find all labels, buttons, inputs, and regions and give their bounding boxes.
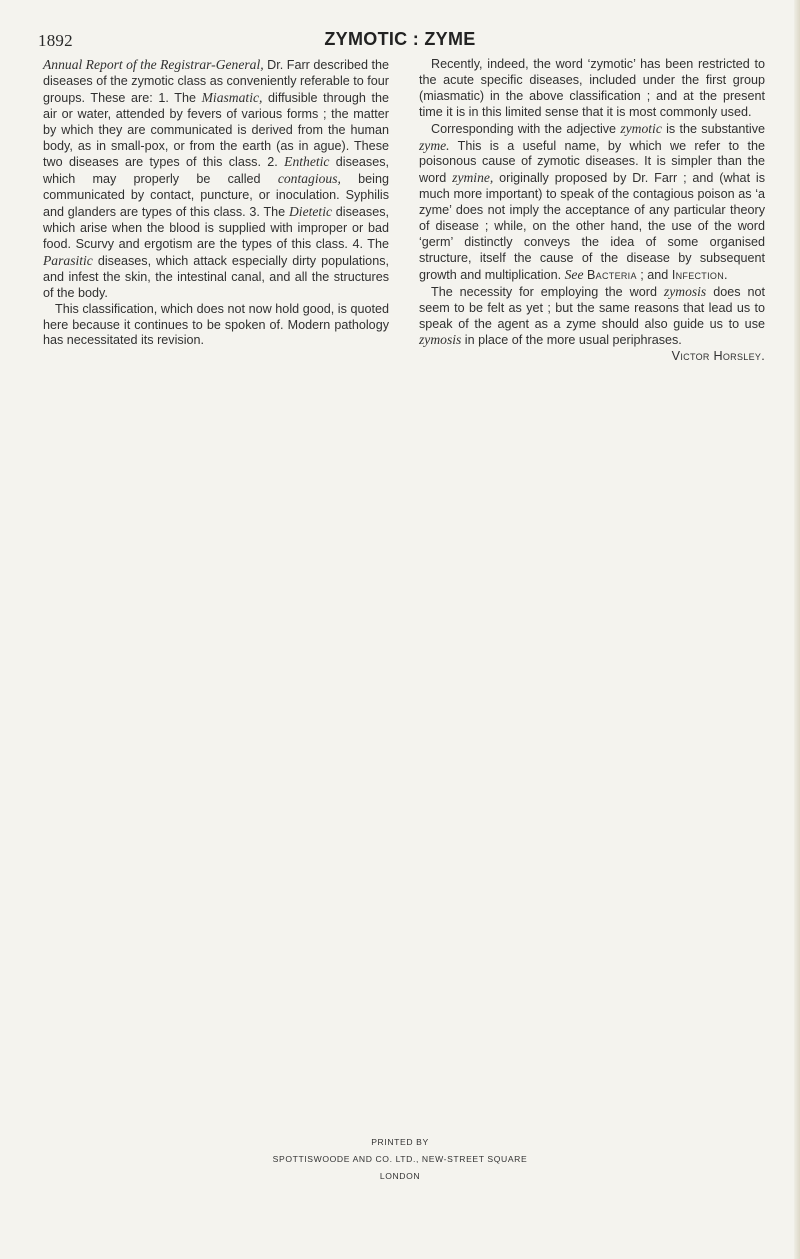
text-run: being communicated by contact, puncture, or inoculation. Syphilis and glanders are types of this class. 3. The bbox=[43, 172, 389, 220]
term-dietetic: Dietetic bbox=[288, 204, 333, 220]
text-run: in place of the more usual periphrases. bbox=[461, 333, 682, 348]
running-head: ZYMOTIC : ZYME bbox=[324, 29, 476, 49]
right-paragraph-2 bbox=[419, 121, 765, 284]
text-run: originally proposed by Dr. Farr ; and (what is much more important) to speak of the contagious poison as ‘a zyme’ does not imply the acceptance of any particular theory of disease ; while, on the other hand, the use of the word ‘germ’ distinctly conveys the idea of some organised structure, itself the cause of the disease by subsequent growth and multiplication. bbox=[419, 171, 766, 282]
text-run: diseases, which may properly be called bbox=[43, 155, 389, 187]
term-zymine: zymine, bbox=[452, 170, 494, 186]
text-run: The necessity for employing the word bbox=[431, 284, 664, 299]
see-reference: See bbox=[564, 266, 584, 282]
text-run: Corresponding with the adjective bbox=[431, 121, 621, 136]
author-signature: Victor Horsley. bbox=[671, 349, 765, 364]
cross-reference-bacteria: Bacteria bbox=[586, 267, 637, 282]
text-run: diffusible through the air or water, attended by fevers of various forms ; the matter by which they are communicated is derived from the human body, as in small-pox, or from the earth (as in ague). These two diseases are types of this class. 2. bbox=[43, 90, 389, 170]
text-run: ; and bbox=[636, 267, 672, 282]
right-paragraph-1: Recently, indeed, the word ‘zymotic’ has been restricted to the acute specific diseases, included under the first group (miasmatic) in the above classification ; and at the present time it is in this limited sense that it is most commonly used. bbox=[419, 57, 765, 119]
term-zyme: zyme. bbox=[419, 137, 450, 153]
page-number: 1892 bbox=[38, 31, 73, 50]
term-zymotic: zymotic bbox=[620, 120, 662, 136]
term-enthetic: Enthetic bbox=[284, 154, 330, 170]
text-run: is the substantive bbox=[661, 121, 765, 136]
text-run: diseases, which attack especially dirty populations, and infest the skin, the intestinal canal, and all the structures of the body. bbox=[43, 253, 389, 300]
term-contagious: contagious, bbox=[277, 171, 341, 187]
text-run: does not seem to be felt as yet ; but the same reasons that lead us to speak of the agent as a zyme should also guide us to use bbox=[419, 284, 765, 331]
term-zymosis: zymosis bbox=[419, 332, 462, 348]
term-zymosis: zymosis bbox=[663, 283, 707, 299]
printer-imprint bbox=[0, 1134, 800, 1185]
left-paragraph-2: This classification, which does not now hold good, is quoted here because it continues to be spoken of. Modern pathology has necessitated its revision. bbox=[43, 301, 389, 348]
page-edge bbox=[794, 0, 800, 1259]
text-run: Dr. Farr described the diseases of the zymotic class as conveniently referable to four groups. These are: 1. The bbox=[43, 58, 389, 105]
journal-title: Annual Report of the Registrar-General, bbox=[43, 57, 264, 72]
term-parasitic: Parasitic bbox=[43, 252, 93, 268]
left-column bbox=[43, 57, 389, 349]
right-column bbox=[419, 57, 765, 365]
text-run: diseases, which arise when the blood is supplied with improper or bad food. Scurvy and ergotism are the types of this class. 4. The bbox=[43, 205, 390, 251]
text-run: This is a useful name, by which we refer to the poisonous cause of zymotic diseases. It is simpler than the word bbox=[419, 138, 765, 186]
imprint-line-2: SPOTTISWOODE AND CO. LTD., NEW-STREET SQUARE bbox=[272, 1154, 528, 1164]
imprint-line-1: PRINTED BY bbox=[371, 1137, 429, 1147]
cross-reference-infection: Infection. bbox=[671, 267, 728, 282]
right-paragraph-3 bbox=[419, 283, 765, 364]
term-miasmatic: Miasmatic, bbox=[201, 89, 263, 105]
left-paragraph-1 bbox=[43, 57, 389, 302]
imprint-line-3: LONDON bbox=[379, 1171, 421, 1181]
